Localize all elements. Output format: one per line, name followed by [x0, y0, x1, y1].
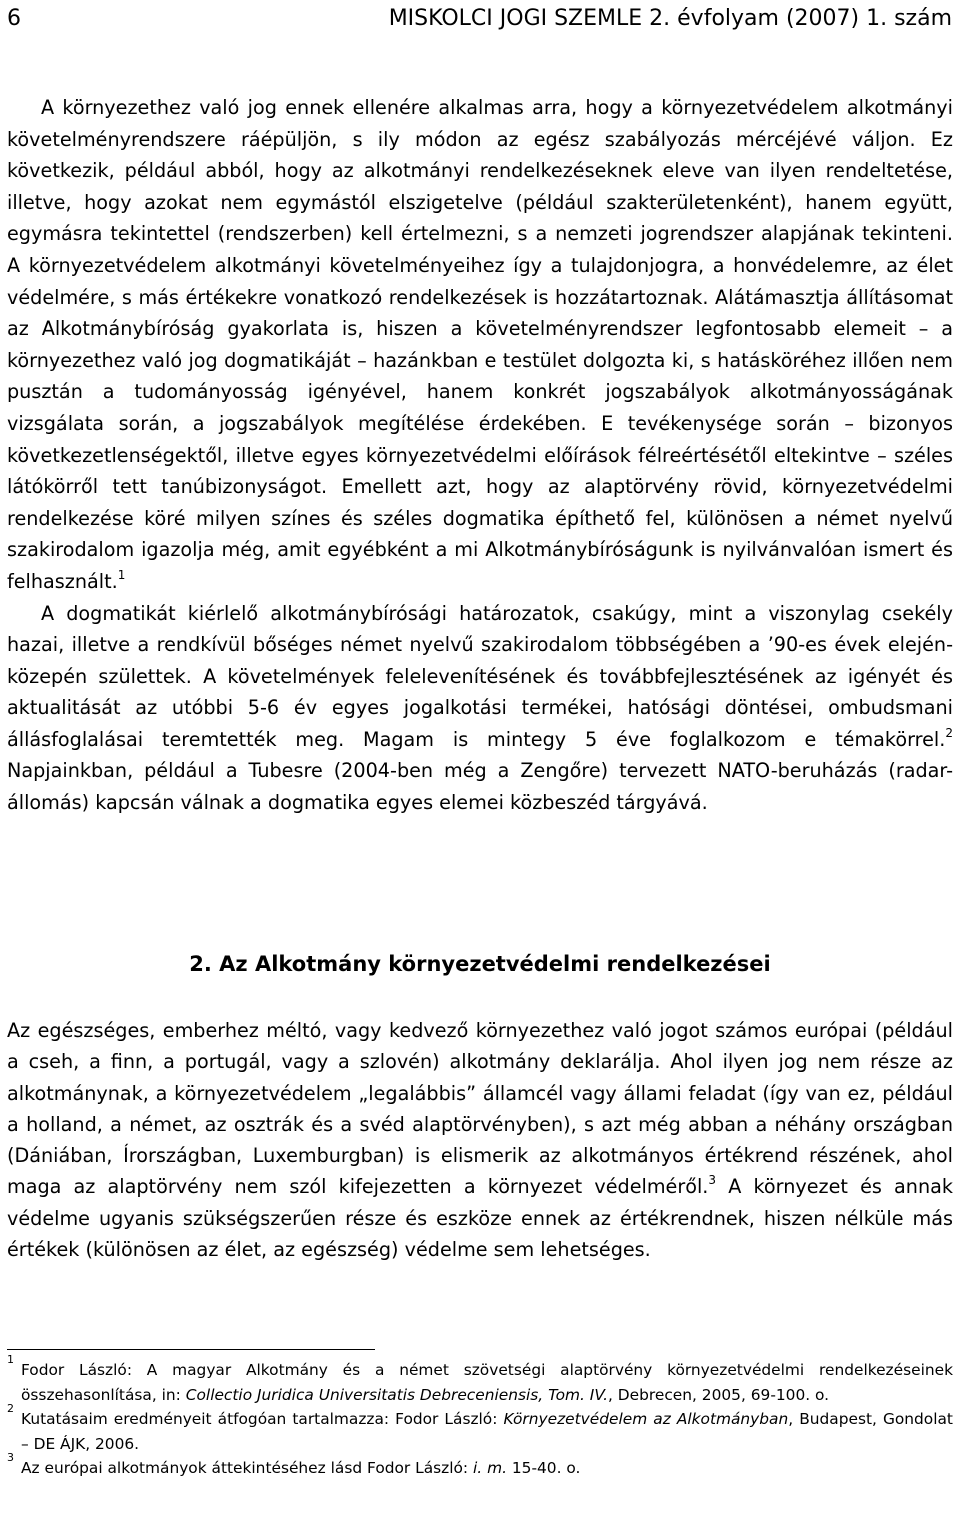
- footnote-citation-italic: Környezetvédelem az Alkotmányban: [503, 1410, 789, 1429]
- footnote-citation-italic: Collectio Juridica Universitatis Debreceniensis, Tom. IV.: [185, 1385, 608, 1404]
- footnote-number: 2: [7, 1402, 14, 1416]
- footnote-text-tail: , Debrecen, 2005, 69-100. o.: [607, 1385, 830, 1404]
- body-text: [7, 92, 953, 819]
- section-body: [7, 1015, 953, 1265]
- page-number: 6: [7, 6, 21, 31]
- footnote-1: [7, 1353, 953, 1407]
- footnote-number: 1: [7, 1353, 14, 1366]
- footnote-text-tail: 15-40. o.: [506, 1459, 581, 1478]
- journal-title: MISKOLCI JOGI SZEMLE 2. évfolyam (2007) 1. szám: [388, 6, 952, 31]
- footnote-ref-1[interactable]: 1: [117, 567, 126, 582]
- footnotes: [7, 1353, 953, 1481]
- footnote-ref-3[interactable]: 3: [708, 1173, 717, 1188]
- section-paragraph-text-cont: A környezet és annak védelme ugyanis szükségszerűen része és eszköze ennek az értékrendnek, hiszen nélküle más értékek (különösen az élet, az egészség) védelme sem lehetséges.: [7, 1175, 953, 1262]
- section-heading: 2. Az Alkotmány környezetvédelmi rendelkezései: [189, 952, 771, 976]
- running-header: [7, 4, 952, 34]
- footnote-text-main: Fodor László: A magyar Alkotmány és a német szövetségi alaptörvény környezetvédelmi rendelkezéseinek összehasonlítása, in:: [21, 1361, 953, 1404]
- section-paragraph-text: Az egészséges, emberhez méltó, vagy kedvező környezethez való jogot számos európai (például a cseh, a finn, a portugál, vagy a szlovén) alkotmány deklarálja. Ahol ilyen jog nem része az alkotmánynak, a környezetvédelem „legalábbis” államcél vagy állami feladat (így van ez, például a holland, a német, az osztrák és a svéd alaptörvényben), s azt még abban a néhány országban (Dániában, Írországban, Luxemburgban) is elismerik az alkotmányos értékrend részének, ahol maga az alaptörvény nem szól kifejezetten a környezet védelméről.: [7, 1019, 953, 1199]
- footnote-2: [7, 1402, 953, 1456]
- footnote-text-main: Kutatásaim eredményeit átfogóan tartalmazza: Fodor László:: [21, 1410, 504, 1429]
- footnote-text: [21, 1456, 953, 1481]
- paragraph-2-text-cont: Napjainkban, például a Tubesre (2004-ben még a Zengőre) tervezett NATO-beruházás (radar-állomás) kapcsán válnak a dogmatika egyes elemei közbeszéd tárgyává.: [7, 759, 953, 815]
- footnote-divider: [7, 1349, 375, 1350]
- footnote-citation-italic: i. m.: [473, 1459, 507, 1478]
- paragraph-2-text: A dogmatikát kiérlelő alkotmánybírósági határozatok, csakúgy, mint a viszonylag csekély hazai, illetve a rendkívül bőséges német nyelvű szakirodalom többségében a ’90-es évek elején-közepén születtek. A követelmények felelevenítésének és továbbfejlesztésének az igényét és aktualitását az utóbbi 5-6 év egyes jogalkotási termékei, hatósági döntései, ombudsmani állásfoglalásai teremtették meg. Magam is mintegy 5 éve foglalkozom e témakörrel.: [7, 601, 953, 751]
- paragraph-2: [7, 598, 953, 819]
- footnote-ref-2[interactable]: 2: [945, 725, 953, 740]
- footnote-text: [21, 1358, 953, 1407]
- footnote-text-tail: , Budapest, Gondolat – DE ÁJK, 2006.: [21, 1410, 953, 1453]
- footnote-number: 3: [7, 1451, 14, 1465]
- section-paragraph: [7, 1015, 953, 1265]
- footnote-text-main: Az európai alkotmányok áttekintéséhez lásd Fodor László:: [21, 1459, 474, 1478]
- footnote-3: [7, 1451, 953, 1481]
- paragraph-1: [7, 92, 953, 598]
- paragraph-1-text: A környezethez való jog ennek ellenére alkalmas arra, hogy a környezetvédelem alkotmányi követelményrendszere ráépüljön, s ily módon az egész szabályozás mércéjévé váljon. Ez következik, például abból, hogy az alkotmányi rendelkezéseknek eleve van ilyen rendeltetése, illetve, hogy azokat nem egymástól elszigetelve (például szakterületenként), hanem együtt, egymásra tekintettel (rendszerben) kell értelmezni, s a nemzeti jogrendszer alapjának tekinteni. A környezetvédelem alkotmányi követelményeihez így a tulajdonjogra, a honvédelemre, az élet védelmére, s más értékekre vonatkozó rendelkezések is hozzátartoznak. Alátámasztja állításomat az Alkotmánybíróság gyakorlata is, hiszen a követelményrendszer legfontosabb elemeit – a környezethez való jog dogmatikáját – hazánkban e testület dolgozta ki, s hatásköréhez illően nem pusztán a tudományosság igényével, hanem konkrét jogszabályok alkotmányosságának vizsgálata során, a jogszabályok megítélése érdekében. E tevékenysége során – bizonyos következetlenségektől, illetve egyes környezetvédelmi előírások félreértésétől eltekintve – széles látókörről tett tanúbizonyságot. Emellett azt, hogy az alaptörvény rövid, környezetvédelmi rendelkezése köré milyen színes és széles dogmatika építhető fel, különösen a német nyelvű szakirodalom igazolja még, amit egyébként a mi Alkotmánybíróságunk is nyilvánvalóan ismert és felhasznált.: [7, 96, 953, 593]
- footnote-text: [21, 1407, 953, 1456]
